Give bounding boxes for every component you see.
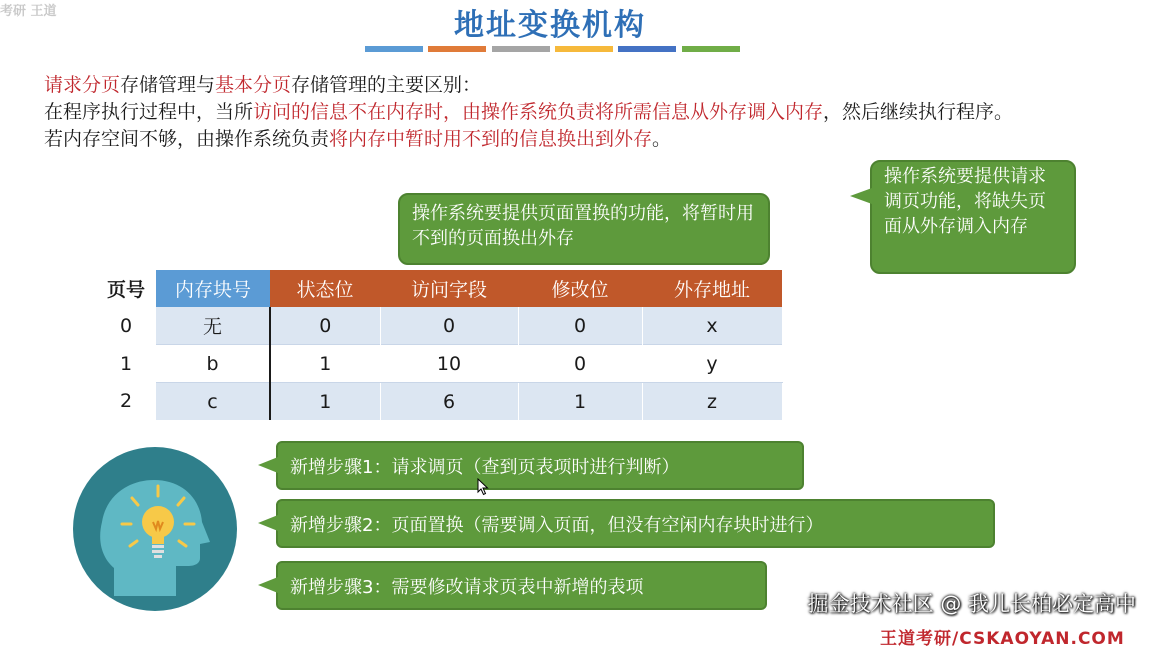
callout-demand-paging: 操作系统要提供请求调页功能，将缺失页面从外存调入内存 (870, 160, 1076, 274)
intro-line-1-text-2: 存储管理的主要区别： (291, 74, 482, 96)
title-color-bar-3 (492, 46, 550, 52)
cell-frame-number: 无 (156, 307, 270, 345)
step-1-callout: 新增步骤1：请求调页（查到页表项时进行判断） (276, 441, 804, 490)
cell-valid-bit: 0 (270, 307, 380, 345)
cell-valid-bit: 1 (270, 345, 380, 383)
cell-modify-bit: 1 (518, 383, 642, 421)
row-page-number: 0 (96, 307, 156, 345)
row-page-number: 1 (96, 345, 156, 383)
brand-watermark: 王道考研/CSKAOYAN.COM (880, 629, 1125, 649)
header-modify-bit: 修改位 (518, 270, 642, 307)
cell-access-field: 10 (380, 345, 518, 383)
intro-line-3-text-1: 若内存空间不够，由操作系统负责 (44, 128, 330, 150)
intro-text (44, 72, 1084, 153)
head-lightbulb-icon (72, 446, 238, 612)
header-external-address: 外存地址 (642, 270, 782, 307)
cell-valid-bit: 1 (270, 383, 380, 421)
intro-line-2-text-2: ，然后继续执行程序。 (823, 101, 1014, 123)
intro-line-3-text-2: 。 (652, 128, 672, 150)
page-table (96, 270, 783, 420)
intro-line-2-red-1: 访问的信息不在内存时，由操作系统负责将所需信息从外存调入内存 (253, 101, 824, 123)
cell-frame-number: b (156, 345, 270, 383)
intro-line-1-red-1: 请求分页 (44, 74, 121, 96)
intro-line-2-text-1: 在程序执行过程中，当所 (44, 101, 254, 123)
footer-watermark: 掘金技术社区 @ 我儿长柏必定高中 (807, 592, 1136, 616)
title-color-bar-1 (365, 46, 423, 52)
page-table-header-row (96, 270, 782, 307)
callout-page-replacement: 操作系统要提供页面置换的功能，将暂时用不到的页面换出外存 (398, 193, 770, 265)
slide-title: 地址变换机构 (454, 8, 646, 43)
title-color-bar-4 (555, 46, 613, 52)
title-color-bar-6 (682, 46, 740, 52)
title-color-bar-5 (618, 46, 676, 52)
cell-external-address: y (642, 345, 782, 383)
row-page-number: 2 (96, 383, 156, 421)
intro-line-3 (44, 126, 1084, 153)
table-row (96, 307, 782, 345)
cell-external-address: x (642, 307, 782, 345)
cell-external-address: z (642, 383, 782, 421)
cell-modify-bit: 0 (518, 345, 642, 383)
intro-line-2 (44, 99, 1084, 126)
intro-line-3-red-1: 将内存中暂时用不到的信息换出到外存 (329, 128, 653, 150)
corner-watermark: 考研 王道 (0, 4, 57, 19)
header-valid-bit: 状态位 (270, 270, 380, 307)
mouse-cursor-icon (477, 478, 489, 496)
step-2-callout: 新增步骤2：页面置换（需要调入页面，但没有空闲内存块时进行） (276, 499, 995, 548)
table-row (96, 345, 782, 383)
cell-frame-number: c (156, 383, 270, 421)
intro-line-1 (44, 72, 1084, 99)
header-access-field: 访问字段 (380, 270, 518, 307)
table-row (96, 383, 782, 421)
header-page-number: 页号 (96, 270, 156, 307)
title-color-bar-2 (428, 46, 486, 52)
intro-line-1-red-2: 基本分页 (215, 74, 292, 96)
intro-line-1-text-1: 存储管理与 (120, 74, 216, 96)
cell-access-field: 6 (380, 383, 518, 421)
step-3-callout: 新增步骤3：需要修改请求页表中新增的表项 (276, 561, 767, 610)
header-frame-number: 内存块号 (156, 270, 270, 307)
cell-modify-bit: 0 (518, 307, 642, 345)
cell-access-field: 0 (380, 307, 518, 345)
